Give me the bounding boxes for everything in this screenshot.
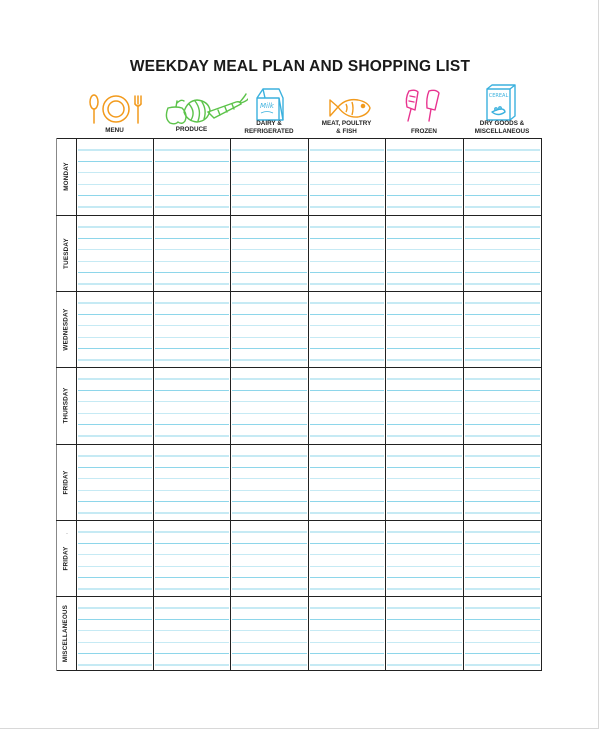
fish-icon (328, 96, 372, 120)
plan-cell[interactable] (232, 139, 307, 214)
plan-cell[interactable] (465, 445, 540, 519)
plan-cell[interactable] (310, 292, 384, 366)
page-title: WEEKDAY MEAL PLAN AND SHOPPING LIST (129, 58, 471, 75)
milk-carton-icon (253, 86, 287, 122)
plan-cell[interactable] (387, 445, 462, 519)
cereal-icon-label: CEREAL (488, 93, 509, 99)
plan-cell[interactable] (387, 597, 462, 670)
plan-cell[interactable] (78, 521, 152, 595)
grid-column-divider (308, 138, 309, 671)
plan-cell[interactable] (465, 216, 540, 290)
plan-cell[interactable] (310, 597, 384, 670)
row-label-monday: MONDAY (62, 162, 70, 191)
grid-row-divider (56, 367, 541, 368)
grid-row-divider (56, 520, 541, 521)
plan-cell[interactable] (310, 216, 384, 290)
plan-cell[interactable] (310, 139, 384, 214)
plan-cell[interactable] (387, 292, 462, 366)
popsicle-icon (403, 88, 445, 124)
row-label-wednesday: WEDNESDAY (62, 307, 70, 351)
plan-cell[interactable] (155, 368, 229, 443)
grid-column-divider (541, 138, 542, 671)
plan-cell[interactable] (465, 292, 540, 366)
plan-cell[interactable] (232, 216, 307, 290)
grid-row-divider (56, 596, 541, 597)
plan-cell[interactable] (232, 368, 307, 443)
utensils-plate-icon (86, 93, 146, 125)
grid-column-divider (230, 138, 231, 671)
row-label-thursday: THURSDAY (62, 387, 70, 424)
cereal-box-icon (484, 84, 518, 122)
plan-cell[interactable] (465, 597, 540, 670)
row-label-friday: FRIDAY (62, 469, 70, 495)
plan-cell[interactable] (387, 521, 462, 595)
plan-cell[interactable] (232, 292, 307, 366)
plan-cell[interactable] (78, 216, 152, 290)
plan-cell[interactable] (232, 521, 307, 595)
plan-cell[interactable] (387, 368, 462, 443)
row-label-miscellaneous: MISCELLANEOUS (62, 604, 70, 663)
plan-cell[interactable] (155, 521, 229, 595)
plan-cell[interactable] (310, 521, 384, 595)
plan-cell[interactable] (465, 139, 540, 214)
column-header-frozen: FROZEN (411, 128, 437, 135)
column-header-menu: MENU (105, 127, 124, 134)
row-label-friday-2: FRIDAY (62, 545, 70, 571)
grid-column-divider (463, 138, 464, 671)
column-header-dairy: DAIRY & REFRIGERATED (244, 120, 294, 135)
plan-cell[interactable] (387, 216, 462, 290)
plan-cell[interactable] (387, 139, 462, 214)
plan-cell[interactable] (155, 445, 229, 519)
stray-mark: · (66, 531, 68, 537)
plan-cell[interactable] (78, 597, 152, 670)
plan-cell[interactable] (310, 368, 384, 443)
plan-cell[interactable] (155, 292, 229, 366)
column-header-dry-goods: DRY GOODS & MISCELLANEOUS (474, 120, 530, 135)
plan-cell[interactable] (78, 139, 152, 214)
grid-column-divider (153, 138, 154, 671)
plan-cell[interactable] (232, 445, 307, 519)
plan-cell[interactable] (78, 292, 152, 366)
milk-icon-label: Milk (260, 102, 274, 110)
plan-cell[interactable] (232, 597, 307, 670)
plan-cell[interactable] (78, 445, 152, 519)
plan-cell[interactable] (155, 139, 229, 214)
column-header-produce: PRODUCE (175, 126, 208, 133)
plan-cell[interactable] (155, 216, 229, 290)
plan-cell[interactable] (78, 368, 152, 443)
plan-cell[interactable] (310, 445, 384, 519)
row-label-tuesday: TUESDAY (62, 237, 70, 269)
grid-column-divider (385, 138, 386, 671)
grid-column-divider (76, 138, 77, 671)
grid-row-divider (56, 215, 541, 216)
grid-row-divider (56, 291, 541, 292)
plan-cell[interactable] (465, 521, 540, 595)
column-header-meat: MEAT, POULTRY & FISH (321, 120, 372, 135)
plan-cell[interactable] (155, 597, 229, 670)
plan-cell[interactable] (465, 368, 540, 443)
grid-row-divider (56, 444, 541, 445)
